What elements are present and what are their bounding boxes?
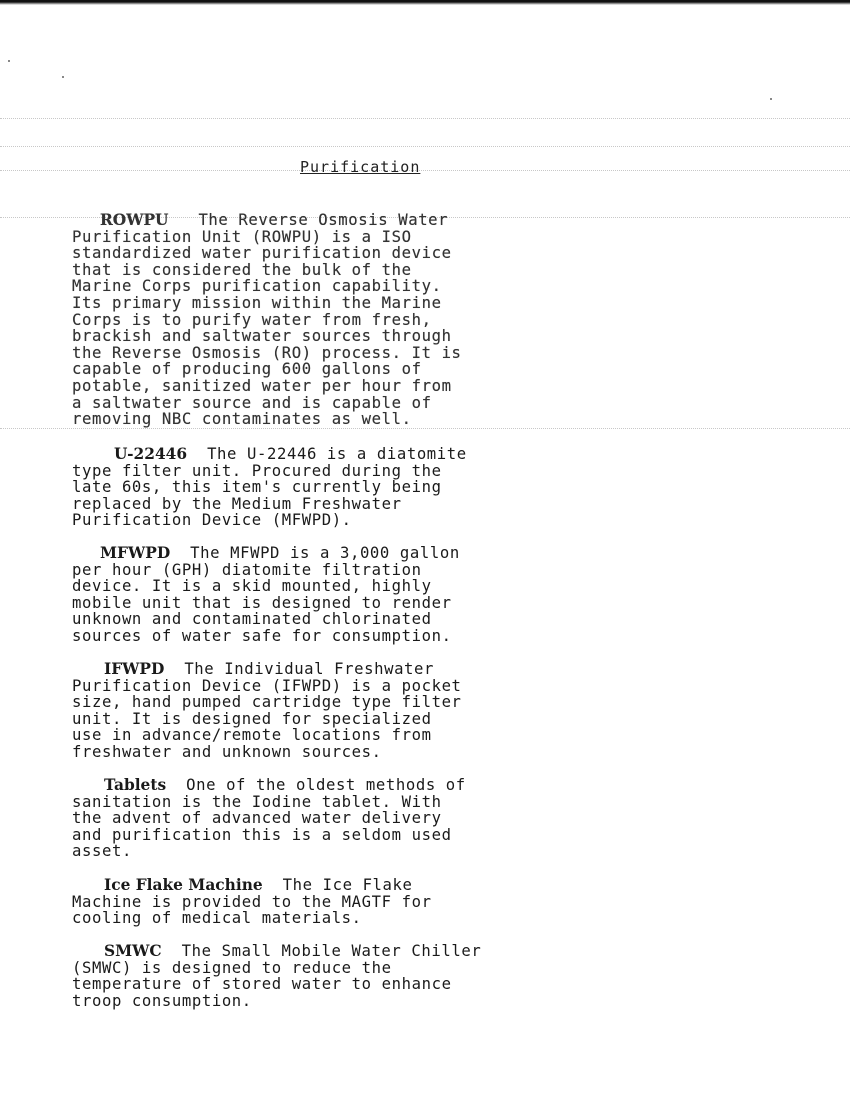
paragraph-line: sources of water safe for consumption.: [72, 626, 452, 645]
scan-speck: [770, 98, 772, 100]
paragraph-first-line: [72, 545, 752, 562]
paragraph-line: replaced by the Medium Freshwater: [72, 494, 402, 513]
paragraph-line: that is considered the bulk of the: [72, 260, 412, 279]
paragraph-lead-text: The MFWPD is a 3,000 gallon: [170, 544, 460, 562]
paragraph-line: sanitation is the Iodine tablet. With: [72, 792, 442, 811]
paragraph-line: mobile unit that is designed to render: [72, 593, 452, 612]
paragraph-lead-text: The Reverse Osmosis Water: [168, 211, 449, 229]
paragraph-lead-text: The Individual Freshwater: [164, 660, 435, 678]
paragraph-1: [72, 212, 752, 428]
paragraph-first-line: [72, 661, 752, 678]
paragraph-line: type filter unit. Procured during the: [72, 461, 442, 480]
paragraph-line: size, hand pumped cartridge type filter: [72, 693, 462, 712]
paragraph-term: IFWPD: [104, 660, 165, 678]
scan-noise-line: [0, 428, 850, 430]
paragraph-line: unknown and contaminated chlorinated: [72, 610, 432, 629]
paragraph-line: standardized water purification device: [72, 244, 452, 263]
paragraph-line: Machine is provided to the MAGTF for: [72, 892, 432, 911]
paragraph-line: unit. It is designed for specialized: [72, 709, 432, 728]
paragraph-line: per hour (GPH) diatomite filtration: [72, 560, 422, 579]
scan-noise-line: [0, 118, 850, 120]
paragraph-line: Purification Device (MFWPD).: [72, 511, 352, 530]
paragraph-line: late 60s, this item's currently being: [72, 478, 442, 497]
paragraph-line: potable, sanitized water per hour from: [72, 376, 452, 395]
scan-speck: [62, 76, 64, 78]
paragraph-first-line: [72, 877, 752, 894]
paragraph-line: Corps is to purify water from fresh,: [72, 310, 432, 329]
paragraph-line: cooling of medical materials.: [72, 909, 362, 928]
paragraph-term: U-22446: [114, 445, 188, 463]
paragraph-line: use in advance/remote locations from: [72, 726, 432, 745]
paragraph-5: [72, 777, 752, 860]
paragraph-line: the advent of advanced water delivery: [72, 809, 442, 828]
paragraph-term: Tablets: [104, 776, 167, 794]
scan-speck: [8, 60, 10, 62]
paragraph-line: capable of producing 600 gallons of: [72, 360, 422, 379]
paragraph-2: [72, 446, 752, 529]
paragraph-first-line: [72, 777, 752, 794]
paragraph-line: the Reverse Osmosis (RO) process. It is: [72, 343, 462, 362]
page-title: Purification: [300, 158, 421, 176]
paragraph-term: ROWPU: [100, 211, 169, 229]
paragraph-line: a saltwater source and is capable of: [72, 393, 432, 412]
scan-noise-line: [0, 146, 850, 148]
paragraph-first-line: [72, 446, 752, 463]
paragraph-line: freshwater and unknown sources.: [72, 742, 382, 761]
paragraph-line: (SMWC) is designed to reduce the: [72, 958, 392, 977]
paragraph-line: Its primary mission within the Marine: [72, 293, 442, 312]
paragraph-line: and purification this is a seldom used: [72, 825, 452, 844]
paragraph-line: temperature of stored water to enhance: [72, 975, 452, 994]
paragraph-first-line: [72, 943, 752, 960]
paragraph-7: [72, 943, 752, 1009]
paragraph-term: SMWC: [104, 942, 162, 960]
paragraph-line: Purification Unit (ROWPU) is a ISO: [72, 227, 412, 246]
paragraph-term: Ice Flake Machine: [104, 876, 263, 894]
paragraph-line: troop consumption.: [72, 991, 252, 1010]
scan-noise-line: [0, 170, 850, 172]
scan-top-border: [0, 0, 850, 5]
paragraph-line: brackish and saltwater sources through: [72, 327, 452, 346]
paragraph-line: device. It is a skid mounted, highly: [72, 577, 432, 596]
paragraph-lead-text: The Small Mobile Water Chiller: [161, 942, 482, 960]
paragraph-line: removing NBC contaminates as well.: [72, 410, 412, 429]
paragraph-line: asset.: [72, 842, 132, 861]
paragraph-4: [72, 661, 752, 761]
paragraph-line: Marine Corps purification capability.: [72, 277, 442, 296]
paragraph-term: MFWPD: [100, 544, 171, 562]
paragraph-lead-text: One of the oldest methods of: [166, 776, 466, 794]
paragraph-6: [72, 877, 752, 927]
paragraph-first-line: [72, 212, 752, 229]
paragraph-line: Purification Device (IFWPD) is a pocket: [72, 676, 462, 695]
paragraph-3: [72, 545, 752, 645]
paragraph-lead-text: The U-22446 is a diatomite: [187, 445, 467, 463]
paragraph-lead-text: The Ice Flake: [262, 876, 413, 894]
